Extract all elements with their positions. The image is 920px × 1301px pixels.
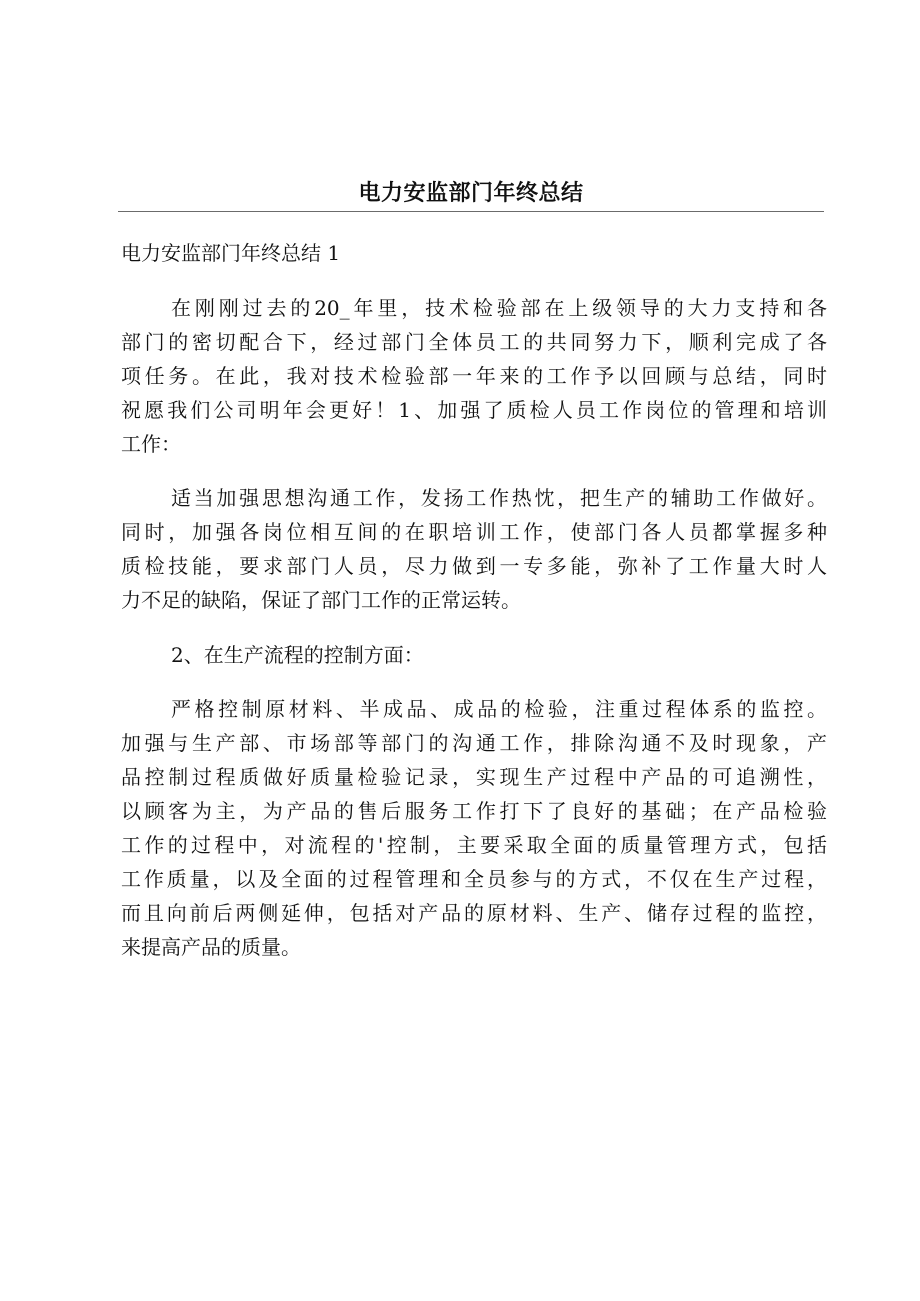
paragraph-line: 工作的过程中，对流程的'控制，主要采取全面的质量管理方式，包括	[121, 833, 827, 857]
paragraph-line: 部门的密切配合下，经过部门全体员工的共同努力下，顺利完成了各	[121, 329, 827, 354]
paragraph-line: 适当加强思想沟通工作，发扬工作热忱，把生产的辅助工作做好。	[171, 486, 827, 510]
paragraph-4	[121, 692, 827, 964]
paragraph-line: 品控制过程质做好质量检验记录，实现生产过程中产品的可追溯性，	[121, 765, 827, 789]
paragraph-line: 项任务。在此，我对技术检验部一年来的工作予以回顾与总结，同时	[121, 363, 827, 388]
document-body	[121, 236, 827, 985]
document-title: 电力安监部门年终总结	[358, 181, 584, 206]
paragraph-1	[121, 291, 827, 461]
paragraph-line: 严格控制原材料、半成品、成品的检验，注重过程体系的监控。	[171, 697, 827, 721]
paragraph-line: 以顾客为主，为产品的售后服务工作打下了良好的基础；在产品检验	[121, 799, 827, 823]
paragraph-line: 2、在生产流程的控制方面：	[171, 642, 424, 667]
paragraph-line: 而且向前后两侧延伸，包括对产品的原材料、生产、储存过程的监控，	[121, 901, 827, 925]
paragraph-3	[121, 638, 827, 672]
paragraph-line: 同时，加强各岗位相互间的在职培训工作，使部门各人员都掌握多种	[121, 520, 827, 544]
paragraph-line: 祝愿我们公司明年会更好！1、加强了质检人员工作岗位的管理和培训	[121, 397, 827, 422]
paragraph-line: 力不足的缺陷，保证了部门工作的正常运转。	[121, 588, 521, 612]
title-underline	[118, 211, 824, 212]
section-heading-para	[121, 236, 827, 270]
paragraph-2	[121, 481, 827, 617]
paragraph-line: 质检技能，要求部门人员，尽力做到一专多能，弥补了工作量大时人	[121, 554, 827, 578]
paragraph-line: 在刚刚过去的20_年里，技术检验部在上级领导的大力支持和各	[171, 295, 827, 320]
paragraph-line: 来提高产品的质量。	[121, 935, 301, 959]
paragraph-line: 工作：	[121, 431, 181, 456]
paragraph-line: 工作质量，以及全面的过程管理和全员参与的方式，不仅在生产过程，	[121, 867, 827, 891]
paragraph-line: 加强与生产部、市场部等部门的沟通工作，排除沟通不及时现象，产	[121, 731, 827, 755]
section-heading: 电力安监部门年终总结 1	[121, 241, 341, 265]
